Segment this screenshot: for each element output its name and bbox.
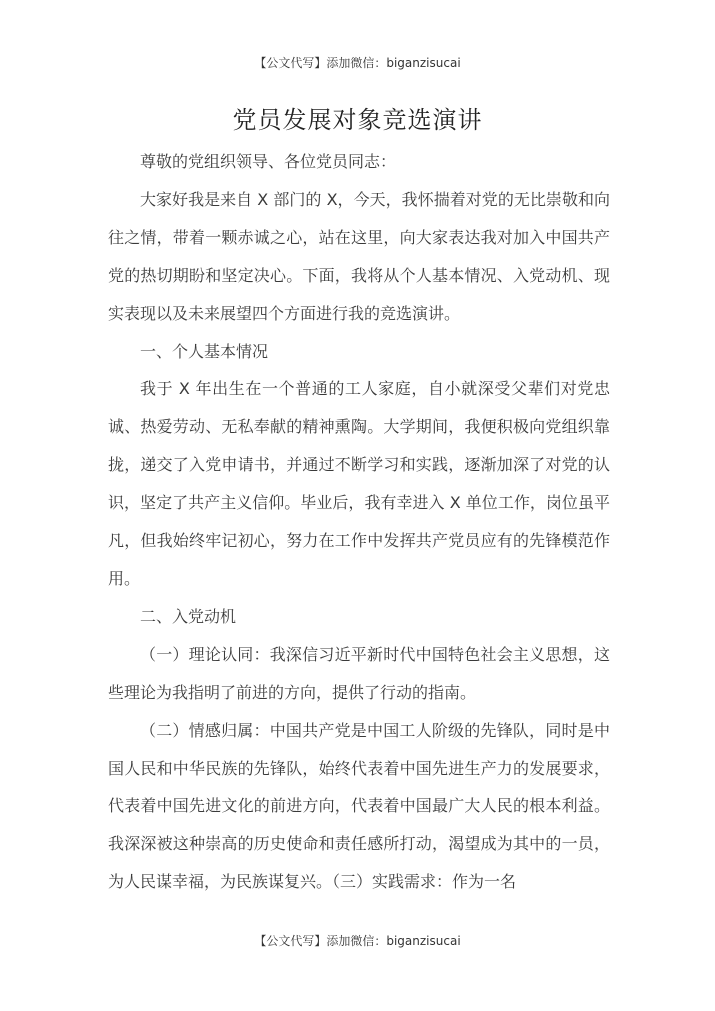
page-footer: 【公文代写】添加微信：biganzisucai xyxy=(254,934,461,948)
page-header: 【公文代写】添加微信：biganzisucai xyxy=(254,56,461,70)
document-title: 党员发展对象竞选演讲 xyxy=(232,106,483,134)
paragraph-salutation: 尊敬的党组织领导、各位党员同志： xyxy=(140,152,397,171)
section-heading-motivation: 二、入党动机 xyxy=(140,606,237,626)
paragraph-basic-info: 我于 X 年出生在一个普通的工人家庭，自小就深受父辈们对党忠诚、热爱劳动、无私奉献的精神熏陶。大学期间，我便积极向党组织靠拢，递交了入党申请书，并通过不断学习和实践，逐渐加深了对党的认识，坚定了共产主义信仰。毕业后，我有幸进入 X 单位工作，岗位虽平凡，但我始终牢记初心，努力在工作中发挥共产党员应有的先锋模范作用。 xyxy=(108,379,610,588)
paragraph-theory: （一）理论认同：我深信习近平新时代中国特色社会主义思想，这些理论为我指明了前进的方向，提供了行动的指南。 xyxy=(108,644,610,702)
document-body xyxy=(108,143,610,901)
paragraph-emotion: （二）情感归属：中国共产党是中国工人阶级的先锋队，同时是中国人民和中华民族的先锋队，始终代表着中国先进生产力的发展要求，代表着中国先进文化的前进方向，代表着中国最广大人民的根本利益。我深深被这种崇高的历史使命和责任感所打动，渴望成为其中的一员，为人民谋幸福，为民族谋复兴。（三）实践需求：作为一名 xyxy=(108,720,610,892)
section-heading-basic-info: 一、个人基本情况 xyxy=(140,341,269,361)
paragraph-intro: 大家好我是来自 X 部门的 X，今天，我怀揣着对党的无比崇敬和向往之情，带着一颗赤诚之心，站在这里，向大家表达我对加入中国共产党的热切期盼和坚定决心。下面，我将从个人基本情况、入党动机、现实表现以及未来展望四个方面进行我的竞选演讲。 xyxy=(108,189,610,323)
